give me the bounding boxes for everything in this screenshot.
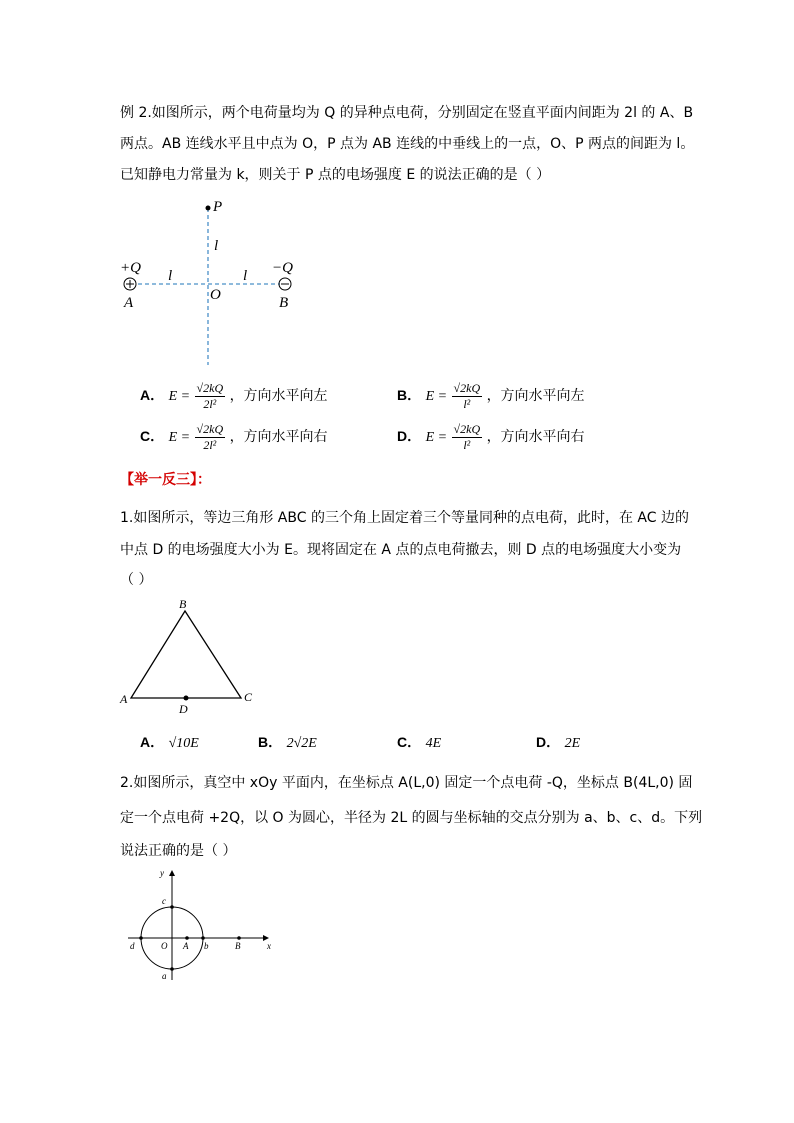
q2-line3: 说法正确的是（ ）: [120, 843, 237, 859]
point-p: [206, 206, 211, 211]
label-d: D: [179, 702, 188, 716]
label-p: P: [213, 199, 223, 215]
label-a: A: [120, 692, 128, 706]
q1-option-c[interactable]: C． 4E: [397, 734, 442, 751]
section-title: 【举一反三】：: [120, 472, 211, 488]
label-o: O: [161, 941, 168, 951]
q1-option-b[interactable]: B． 2√2E: [258, 734, 317, 751]
label-minus-q: −Q: [272, 260, 293, 276]
example2-option-b[interactable]: B． E = $\frac{√2kQ}{\text{l²}}$ ，方向水平向左: [397, 381, 585, 411]
label-a: A: [124, 295, 134, 311]
label-b-point: B: [235, 941, 241, 951]
label-a-small: a: [162, 971, 167, 981]
label-c: c: [162, 896, 166, 906]
q2-line1: 2.如图所示，真空中 xOy 平面内，在坐标点 A(L,0) 固定一个点电荷 -Q，坐标点 B(4L,0) 固: [120, 775, 693, 791]
label-o: O: [210, 287, 221, 303]
label-b: B: [279, 295, 289, 311]
label-c: C: [244, 690, 253, 704]
example2-option-c[interactable]: C． E = $\frac{√2kQ}{\text{2l²}}$ ，方向水平向右: [140, 422, 328, 452]
equilateral-triangle: [131, 611, 241, 698]
label-b: B: [179, 597, 187, 611]
point-d: [184, 696, 189, 701]
example2-option-a[interactable]: A． E = $\frac{√2kQ}{\text{2l²}}$ ，方向水平向左: [140, 381, 328, 411]
label-a-point: A: [183, 941, 189, 951]
charge-diagram: [110, 195, 320, 370]
label-b-small: b: [204, 941, 209, 951]
example2-line3: 已知静电力常量为 k，则关于 P 点的电场强度 E 的说法正确的是（ ）: [120, 167, 551, 183]
example2-line1: 例 2.如图所示，两个电荷量均为 Q 的异种点电荷，分别固定在竖直平面内间距为 2l 的 A、B: [120, 105, 694, 121]
q2-line2: 定一个点电荷 +2Q，以 O 为圆心，半径为 2L 的圆与坐标轴的交点分别为 a、b、c、d。下列: [120, 810, 703, 826]
triangle-diagram: [115, 595, 265, 720]
label-y: y: [160, 868, 164, 878]
q1-option-d[interactable]: D． 2E: [536, 734, 581, 751]
label-d: d: [130, 941, 135, 951]
q1-line1: 1.如图所示，等边三角形 ABC 的三个角上固定着三个等量同种的点电荷，此时，在 AC 边的: [120, 510, 689, 526]
coordinate-circle-diagram: [120, 865, 280, 985]
label-l-right: l: [243, 268, 248, 284]
label-x: x: [267, 941, 271, 951]
example2-option-d[interactable]: D． E = $\frac{√2kQ}{\text{l²}}$ ，方向水平向右: [397, 422, 585, 452]
q1-line2: 中点 D 的电场强度大小为 E。现将固定在 A 点的点电荷撤去，则 D 点的电场强度大小变为: [120, 542, 682, 558]
q1-line3: （ ）: [120, 572, 153, 588]
example2-line2: 两点。AB 连线水平且中点为 O，P 点为 AB 连线的中垂线上的一点，O、P 两点的间距为 l。: [120, 136, 695, 152]
q1-option-a[interactable]: A． √10E: [140, 734, 199, 751]
label-l-left: l: [168, 268, 173, 284]
label-l-vertical: l: [214, 238, 219, 254]
label-plus-q: +Q: [120, 260, 141, 276]
